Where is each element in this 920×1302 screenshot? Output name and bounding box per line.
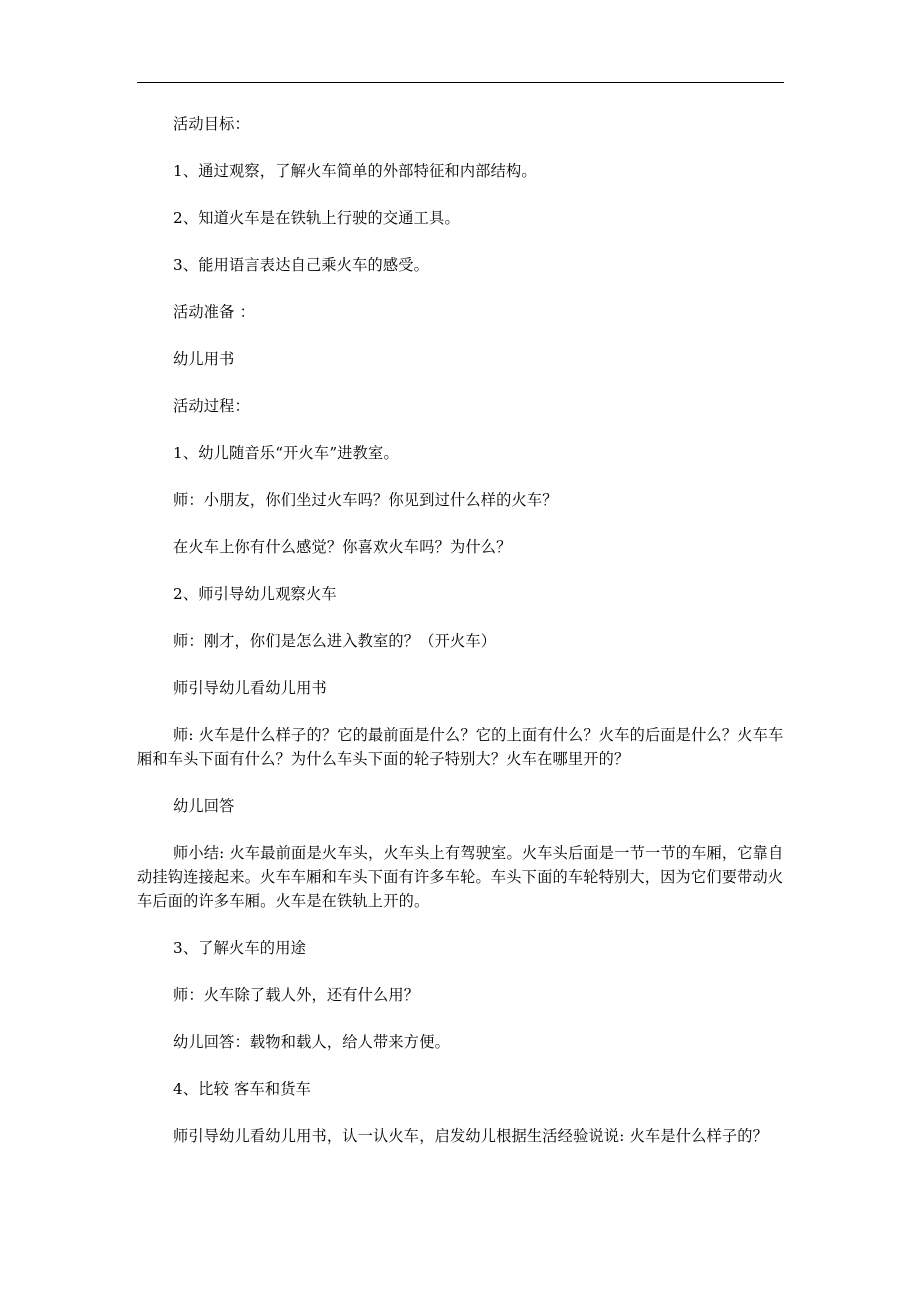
- teacher-summary: 师小结: 火车最前面是火车头，火车头上有驾驶室。火车头后面是一节一节的车厢，它靠自动挂钩连接起来。火车车厢和车头下面有许多车轮。车头下面的车轮特别大，因为它们要带动火车后面的许多车厢。火车是在铁轨上开的。: [137, 844, 784, 910]
- teacher-question-3: 师：刚才，你们是怎么进入教室的？（开火车）: [173, 632, 497, 650]
- teacher-question-2: 在火车上你有什么感觉？你喜欢火车吗？为什么？: [173, 538, 512, 556]
- goal-item-1: 1、通过观察，了解火车简单的外部特征和内部结构。: [173, 162, 537, 180]
- process-step-3: 3、了解火车的用途: [173, 939, 306, 957]
- goal-item-3: 3、能用语言表达自己乘火车的感受。: [173, 256, 430, 274]
- process-step-4: 4、比较 客车和货车: [173, 1080, 311, 1098]
- children-answer-1: 幼儿回答: [173, 797, 235, 815]
- teacher-guidance-1: 师引导幼儿看幼儿用书: [173, 679, 327, 697]
- prep-item: 幼儿用书: [173, 350, 235, 368]
- document-body: [137, 112, 784, 1171]
- teacher-question-4: 师: 火车是什么样子的？它的最前面是什么？它的上面有什么？火车的后面是什么？火车车厢和车头下面有什么？为什么车头下面的轮子特别大？火车在哪里开的？: [137, 726, 784, 768]
- heading-activity-goals: 活动目标：: [173, 115, 250, 133]
- heading-activity-process: 活动过程：: [173, 397, 250, 415]
- teacher-guidance-2: 师引导幼儿看幼儿用书，认一认火车，启发幼儿根据生活经验说说: 火车是什么样子的？: [173, 1127, 769, 1145]
- goal-item-2: 2、知道火车是在铁轨上行驶的交通工具。: [173, 209, 460, 227]
- teacher-question-5: 师：火车除了载人外，还有什么用？: [173, 986, 420, 1004]
- process-step-2: 2、师引导幼儿观察火车: [173, 585, 337, 603]
- header-rule: [137, 82, 784, 83]
- process-step-1: 1、幼儿随音乐“开火车”进教室。: [173, 444, 399, 462]
- heading-activity-prep: 活动准备 ：: [173, 303, 255, 321]
- children-answer-2: 幼儿回答：载物和载人，给人带来方便。: [173, 1033, 450, 1051]
- teacher-question-1: 师：小朋友，你们坐过火车吗？你见到过什么样的火车？: [173, 491, 558, 509]
